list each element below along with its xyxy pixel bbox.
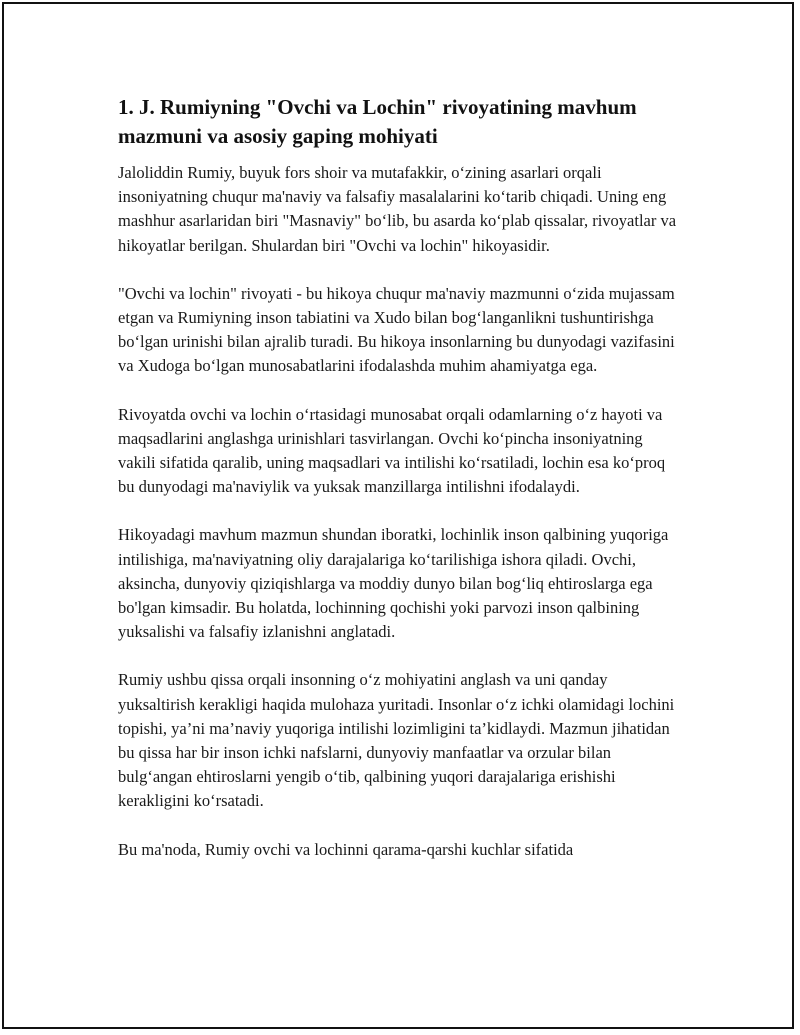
paragraph-hunter-falcon: Rivoyatda ovchi va lochin o‘rtasidagi munosabat orqali odamlarning o‘z hayoti va maqsadlarini anglashga urinishlari tasvirlangan. Ovchi ko‘pincha insoniyatning vakili sifatida qaralib, uning maqsadlari va intilishi ko‘rsatiladi, lochin esa ko‘proq bu dunyodagi ma'naviylik va yuksak manzillarga intilishni ifodalaydi.	[118, 404, 666, 497]
paragraph-intro: Jaloliddin Rumiy, buyuk fors shoir va mutafakkir, o‘zining asarlari orqali insoniyatning chuqur ma'naviy va falsafiy masalalarini ko‘tarib chiqadi. Uning eng mashhur asarlaridan biri "Masnaviy" bo‘lib, bu asarda ko‘plab qissalar, rivoyatlar va hikoyatlar berilgan. Shulardan biri "Ovchi va lochin" hikoyasidir.	[118, 163, 677, 255]
section-heading: 1. J. Rumiyning "Ovchi va Lochin" rivoyatining mavhum mazmuni va asosiy gaping mohiyati	[118, 95, 637, 148]
paragraph-story-meaning: "Ovchi va lochin" rivoyati - bu hikoya chuqur ma'naviy mazmunni o‘zida mujassam etgan va Rumiyning inson tabiatini va Xudo bilan bog‘langanlikni tushuntirishga bo‘lgan urinishi bilan ajralib turadi. Bu hikoya insonlarning bu dunyodagi vazifasini va Xudoga bo‘lgan munosabatlarini ifodalashda muhim ahamiyatga ega.	[118, 283, 675, 376]
paragraph-conclusion-start: Bu ma'noda, Rumiy ovchi va lochinni qarama-qarshi kuchlar sifatida	[118, 839, 574, 859]
document-body	[118, 93, 678, 886]
paragraph-self-knowledge: Rumiy ushbu qissa orqali insonning o‘z mohiyatini anglash va uni qanday yuksaltirish kerakligi haqida mulohaza yuritadi. Insonlar o‘z ichki olamidagi lochini topishi, ya’ni ma’naviy yuqoriga intilishi lozimligini ta’kidlaydi. Mazmun jihatidan bu qissa har bir inson ichki nafslarni, dunyoviy manfaatlar va orzular bilan bulg‘angan ehtiroslarni yengib o‘tib, qalbining yuqori darajalariga erishishi kerakligini ko‘rsatadi.	[118, 670, 675, 811]
paragraph-abstract-meaning: Hikoyadagi mavhum mazmun shundan iboratki, lochinlik inson qalbining yuqoriga intilishiga, ma'naviyatning oliy darajalariga ko‘tarilishiga ishora qiladi. Ovchi, aksincha, dunyoviy qiziqishlarga va moddiy dunyo bilan bog‘liq ehtiroslarga ega bo'lgan kimsadir. Bu holatda, lochinning qochishi yoki parvozi inson qalbining yuksalishi va falsafiy izlanishni anglatadi.	[118, 525, 669, 642]
